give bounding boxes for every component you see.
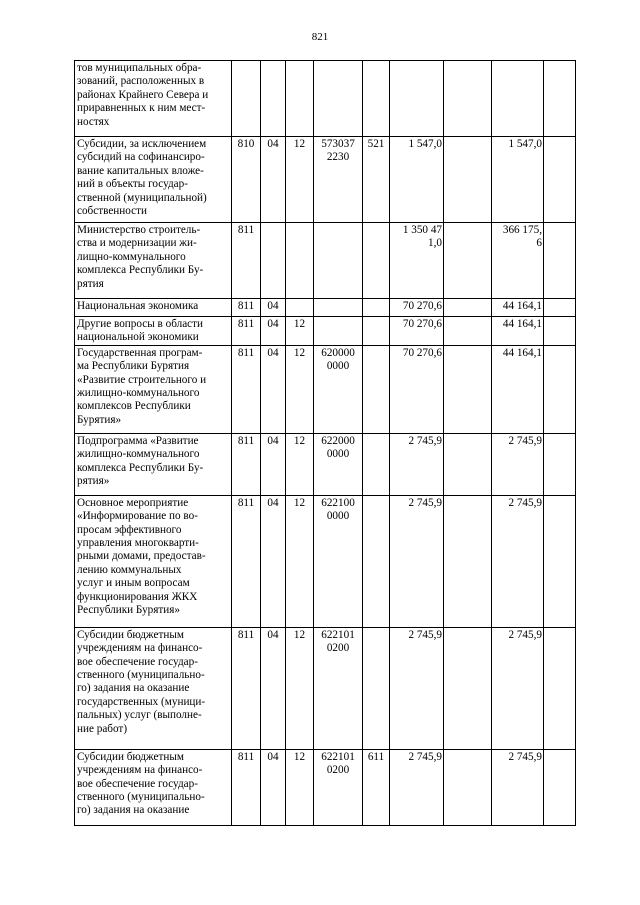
cell-amount-4 xyxy=(544,495,576,627)
cell-amount-3: 366 175, 6 xyxy=(492,223,544,299)
page-number: 821 xyxy=(311,31,329,43)
cell-amount-2 xyxy=(444,345,492,433)
cell-amount-3: 2 745,9 xyxy=(492,749,544,825)
cell-section: 04 xyxy=(261,749,286,825)
cell-amount-2 xyxy=(444,495,492,627)
cell-expense-type xyxy=(363,223,390,299)
cell-expense-type xyxy=(363,627,390,749)
cell-section xyxy=(261,223,286,299)
cell-amount-2 xyxy=(444,61,492,137)
cell-section xyxy=(261,61,286,137)
cell-name: Министерство строитель- ства и модернизации жи- лищно-коммунального комплекса Республики Бу- рятия xyxy=(75,223,232,299)
cell-grbs: 811 xyxy=(232,495,261,627)
cell-amount-3: 44 164,1 xyxy=(492,317,544,346)
table-row xyxy=(75,223,576,299)
cell-amount-4 xyxy=(544,345,576,433)
cell-amount-4 xyxy=(544,223,576,299)
cell-grbs: 810 xyxy=(232,137,261,223)
table-row xyxy=(75,433,576,495)
cell-amount-1: 2 745,9 xyxy=(390,749,444,825)
budget-table xyxy=(74,60,576,826)
table-row xyxy=(75,627,576,749)
cell-name: тов муниципальных обра- зований, расположенных в районах Крайнего Севера и приравненных к ним мест- ностях xyxy=(75,61,232,137)
cell-amount-1: 1 547,0 xyxy=(390,137,444,223)
cell-amount-2 xyxy=(444,299,492,317)
cell-grbs xyxy=(232,61,261,137)
table-row xyxy=(75,495,576,627)
cell-name: Субсидии бюджетным учреждениям на финансо- вое обеспечение государ- ственного (муниципально- го) задания на оказание xyxy=(75,749,232,825)
cell-amount-2 xyxy=(444,749,492,825)
cell-subsection: 12 xyxy=(286,137,314,223)
cell-section: 04 xyxy=(261,299,286,317)
cell-amount-4 xyxy=(544,627,576,749)
table-row xyxy=(75,317,576,346)
cell-subsection xyxy=(286,299,314,317)
cell-section: 04 xyxy=(261,495,286,627)
cell-expense-type xyxy=(363,345,390,433)
table-row xyxy=(75,749,576,825)
cell-amount-4 xyxy=(544,137,576,223)
cell-amount-2 xyxy=(444,433,492,495)
cell-amount-2 xyxy=(444,627,492,749)
cell-subsection: 12 xyxy=(286,433,314,495)
cell-amount-3: 2 745,9 xyxy=(492,627,544,749)
cell-subsection: 12 xyxy=(286,749,314,825)
cell-grbs: 811 xyxy=(232,433,261,495)
cell-target-article: 622101 0200 xyxy=(314,627,363,749)
cell-target-article: 622000 0000 xyxy=(314,433,363,495)
cell-target-article: 622101 0200 xyxy=(314,749,363,825)
cell-name: Субсидии, за исключением субсидий на софинансиро- вание капитальных вложе- ний в объекты государ- ственной (муниципальной) собственности xyxy=(75,137,232,223)
cell-section: 04 xyxy=(261,345,286,433)
cell-expense-type: 521 xyxy=(363,137,390,223)
cell-target-article xyxy=(314,299,363,317)
cell-grbs: 811 xyxy=(232,223,261,299)
cell-amount-3: 2 745,9 xyxy=(492,433,544,495)
cell-subsection: 12 xyxy=(286,317,314,346)
cell-target-article: 620000 0000 xyxy=(314,345,363,433)
cell-name: Государственная програм- ма Республики Бурятия «Развитие строительного и жилищно-коммунального комплексов Республики Бурятия» xyxy=(75,345,232,433)
cell-grbs: 811 xyxy=(232,627,261,749)
cell-amount-3: 44 164,1 xyxy=(492,345,544,433)
table-row xyxy=(75,345,576,433)
cell-target-article xyxy=(314,61,363,137)
cell-name: Субсидии бюджетным учреждениям на финансо- вое обеспечение государ- ственного (муниципально- го) задания на оказание государственных (муници- пальных) услуг (выполне- ние работ) xyxy=(75,627,232,749)
cell-amount-2 xyxy=(444,317,492,346)
cell-amount-1: 70 270,6 xyxy=(390,299,444,317)
cell-target-article: 622100 0000 xyxy=(314,495,363,627)
cell-grbs: 811 xyxy=(232,299,261,317)
cell-amount-1: 2 745,9 xyxy=(390,433,444,495)
cell-section: 04 xyxy=(261,627,286,749)
cell-amount-3: 1 547,0 xyxy=(492,137,544,223)
cell-grbs: 811 xyxy=(232,749,261,825)
cell-subsection: 12 xyxy=(286,627,314,749)
cell-amount-3: 44 164,1 xyxy=(492,299,544,317)
cell-name: Подпрограмма «Развитие жилищно-коммунального комплекса Республики Бу- рятия» xyxy=(75,433,232,495)
cell-amount-1: 70 270,6 xyxy=(390,317,444,346)
cell-amount-1: 1 350 47 1,0 xyxy=(390,223,444,299)
table-row xyxy=(75,137,576,223)
cell-name: Национальная экономика xyxy=(75,299,232,317)
cell-amount-4 xyxy=(544,749,576,825)
cell-target-article xyxy=(314,317,363,346)
cell-expense-type xyxy=(363,61,390,137)
cell-grbs: 811 xyxy=(232,345,261,433)
cell-expense-type xyxy=(363,495,390,627)
cell-grbs: 811 xyxy=(232,317,261,346)
cell-subsection: 12 xyxy=(286,345,314,433)
cell-amount-4 xyxy=(544,61,576,137)
cell-amount-4 xyxy=(544,317,576,346)
table-body xyxy=(75,61,576,826)
cell-amount-1 xyxy=(390,61,444,137)
cell-subsection: 12 xyxy=(286,495,314,627)
cell-amount-1: 2 745,9 xyxy=(390,495,444,627)
cell-amount-3: 2 745,9 xyxy=(492,495,544,627)
cell-expense-type xyxy=(363,317,390,346)
table-row xyxy=(75,61,576,137)
cell-amount-4 xyxy=(544,433,576,495)
cell-amount-1: 70 270,6 xyxy=(390,345,444,433)
cell-name: Основное мероприятие «Информирование по во- просам эффективного управления многокварти- рными домами, предостав- лению коммунальных услуг и иным вопросам функционирования ЖКХ Республики Бурятия» xyxy=(75,495,232,627)
cell-section: 04 xyxy=(261,137,286,223)
cell-target-article xyxy=(314,223,363,299)
cell-expense-type xyxy=(363,433,390,495)
cell-amount-3 xyxy=(492,61,544,137)
cell-section: 04 xyxy=(261,433,286,495)
cell-amount-2 xyxy=(444,137,492,223)
cell-subsection xyxy=(286,61,314,137)
table-row xyxy=(75,299,576,317)
cell-expense-type: 611 xyxy=(363,749,390,825)
cell-subsection xyxy=(286,223,314,299)
cell-amount-2 xyxy=(444,223,492,299)
cell-section: 04 xyxy=(261,317,286,346)
cell-expense-type xyxy=(363,299,390,317)
cell-name: Другие вопросы в области национальной экономики xyxy=(75,317,232,346)
cell-amount-4 xyxy=(544,299,576,317)
cell-amount-1: 2 745,9 xyxy=(390,627,444,749)
cell-target-article: 573037 2230 xyxy=(314,137,363,223)
